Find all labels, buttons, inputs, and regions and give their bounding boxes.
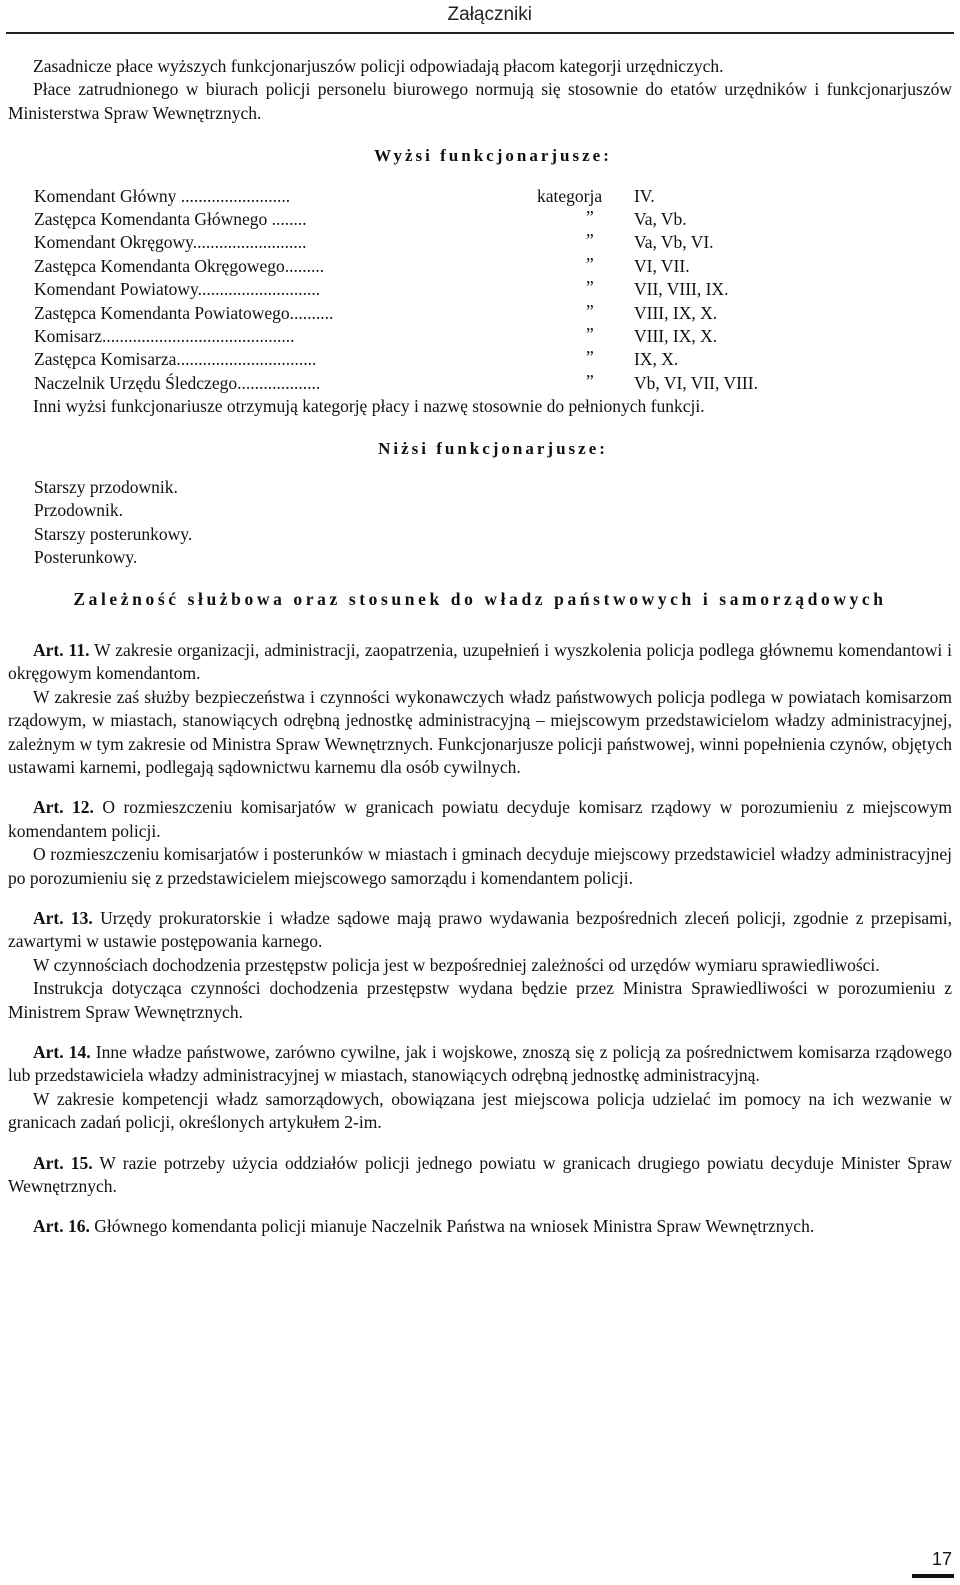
article-text: Głównego komendanta policji mianuje Naczelnik Państwa na wniosek Ministra Spraw Wewnętrznych. [94,1216,815,1237]
page-header [0,0,960,34]
article-paragraph [8,639,952,686]
rank-category: Vb, VI, VII, VIII. [634,372,758,393]
rank-row [34,208,952,231]
article-number: Art. 11. [33,639,90,660]
article-number: Art. 16. [33,1216,90,1237]
rank-name: Komendant Główny ......................... [34,185,291,206]
document-body [8,55,952,1239]
article-text: O rozmieszczeniu komisarjatów w granicach powiatu decyduje komisarz rządowy w porozumieniu z miejscowym komendantem policji. [8,797,953,841]
ditto-mark: ” [586,323,594,344]
article-paragraph [8,796,952,843]
rank-row [34,278,952,301]
article-16 [8,1215,952,1238]
rank-row [34,325,952,348]
article-text: W zakresie organizacji, administracji, zaopatrzenia, uzupełnień i wyszkolenia policja podlega głównemu komendantowi i okręgowym komendantom. [8,639,952,684]
rank-category: VIII, IX, X. [634,302,718,323]
article-paragraph: Instrukcja dotycząca czynności dochodzenia przestępstw wydana będzie przez Ministra Sprawiedliwości w porozumieniu z Ministrem Spraw Wewnętrznych. [8,978,952,1022]
rank-name: Zastępca Komendanta Okręgowego......... [34,255,325,276]
rank-category: VIII, IX, X. [634,325,718,346]
ditto-mark: ” [586,347,594,368]
rank-name: Komisarz............................................ [34,325,295,346]
ditto-mark: ” [586,207,594,228]
section-heading-zaleznosc: Zależność służbowa oraz stosunek do władz państwowych i samorządowych [73,588,887,609]
article-12 [8,796,952,890]
article-11 [8,639,952,779]
rank-table [8,185,952,396]
intro-paragraph-2: Płace zatrudnionego w biurach policji personelu biurowego normują się stosownie do etatów urzędników i funkcjonarjuszów Ministerstwa Spraw Wewnętrznych. [8,79,952,123]
ditto-mark: ” [586,253,594,274]
rank-category: IX, X. [634,349,679,370]
rank-row [34,231,952,254]
rank-row [34,255,952,278]
article-paragraph [8,1152,952,1199]
list-item: Starszy przodownik. [34,476,178,497]
list-item: Starszy posterunkowy. [34,523,193,544]
rank-row [34,302,952,325]
rank-name: Naczelnik Urzędu Śledczego................... [34,372,321,393]
rank-category: VI, VII. [634,255,690,276]
article-paragraph [8,1215,952,1238]
nizsi-list [8,476,952,570]
articles [8,639,952,1239]
corner-rule [912,1574,954,1578]
ditto-mark: ” [586,277,594,298]
rank-category: Va, Vb. [634,209,687,230]
intro-paragraph-1: Zasadnicze płace wyższych funkcjonarjuszów policji odpowiadają płacom kategorji urzędniczych. [33,56,724,76]
rank-row [34,185,952,208]
article-number: Art. 15. [33,1152,93,1173]
article-text: Inne władze państwowe, zarówno cywilne, jak i wojskowe, znoszą się z policją za pośrednictwem komisarza rządowego lub przedstawiciela władzy administracyjnej w miastach, stanowiących odrębną jednostkę administracyjną. [8,1042,953,1086]
page-number: 17 [931,1549,952,1569]
ditto-mark: ” [586,370,594,391]
article-paragraph [8,1041,952,1088]
rank-row [34,372,952,395]
wyzsi-note: Inni wyżsi funkcjonariusze otrzymują kategorję płacy i nazwę stosownie do pełnionych funkcji. [33,396,705,417]
article-15 [8,1152,952,1199]
rank-name: Zastępca Komendanta Powiatowego.......... [34,302,334,323]
article-number: Art. 12. [33,797,94,818]
header-rule [6,32,954,34]
rank-name: Zastępca Komendanta Głównego ........ [34,209,307,230]
article-number: Art. 14. [33,1042,91,1063]
section-heading-nizsi: Niżsi funkcjonarjusze: [378,438,608,458]
rank-row [34,348,952,371]
article-text: Urzędy prokuratorskie i władze sądowe mają prawo wydawania bezpośrednich zleceń policji, zgodnie z przepisami, zawartymi w ustawie postępowania karnego. [8,907,953,952]
article-number: Art. 13. [33,907,93,928]
ditto-mark: ” [586,230,594,251]
section-heading-wyzsi: Wyżsi funkcjonarjusze: [374,146,612,166]
article-paragraph: W zakresie kompetencji władz samorządowych, obowiązana jest miejscowa policja udzielać im pomocy na ich wezwanie w granicach zadań policji, określonych artykułem 2-im. [8,1088,952,1133]
ditto-mark: ” [586,300,594,321]
list-item: Posterunkowy. [34,547,138,568]
article-paragraph: W zakresie zaś służby bezpieczeństwa i czynności wykonawczych władz państwowych policja podlega w powiatach komisarzom rządowym, w miastach, stanowiących odrębną jednostkę administracyjną – miejscowym przedstawicielom władzy administracyjnej, zależnym w tym zakresie od Ministra Spraw Wewnętrznych. Funkcjonarjusze policji państwowej, winni popełnienia czynów, objętych ustawami karnemi, podlegają sądownictwu karnemu dla osób cywilnych. [8,686,952,777]
article-paragraph: W czynnościach dochodzenia przestępstw policja jest w bezpośredniej zależności od urzędów wymiaru sprawiedliwości. [33,954,880,975]
article-13 [8,907,952,1024]
rank-name: Komendant Powiatowy............................ [34,279,321,300]
rank-name: Zastępca Komisarza................................ [34,349,317,370]
article-14 [8,1041,952,1135]
rank-category: VII, VIII, IX. [634,279,729,300]
article-paragraph [8,907,952,954]
article-text: W razie potrzeby użycia oddziałów policji jednego powiatu w granicach drugiego powiatu decyduje Minister Spraw Wewnętrznych. [8,1152,953,1197]
list-item: Przodownik. [34,500,123,521]
running-header-title: Załączniki [447,4,532,25]
rank-name: Komendant Okręgowy.......................... [34,232,307,253]
article-paragraph: O rozmieszczeniu komisarjatów i posterunków w miastach i gminach decyduje miejscowy przedstawiciel władzy administracyjnej po porozumieniu się z przedstawicielem miejscowego samorządu i komendantem policji. [8,844,952,888]
rank-category: Va, Vb, VI. [634,232,714,253]
kategorja-label: kategorja [537,185,603,206]
rank-category: IV. [634,185,655,206]
